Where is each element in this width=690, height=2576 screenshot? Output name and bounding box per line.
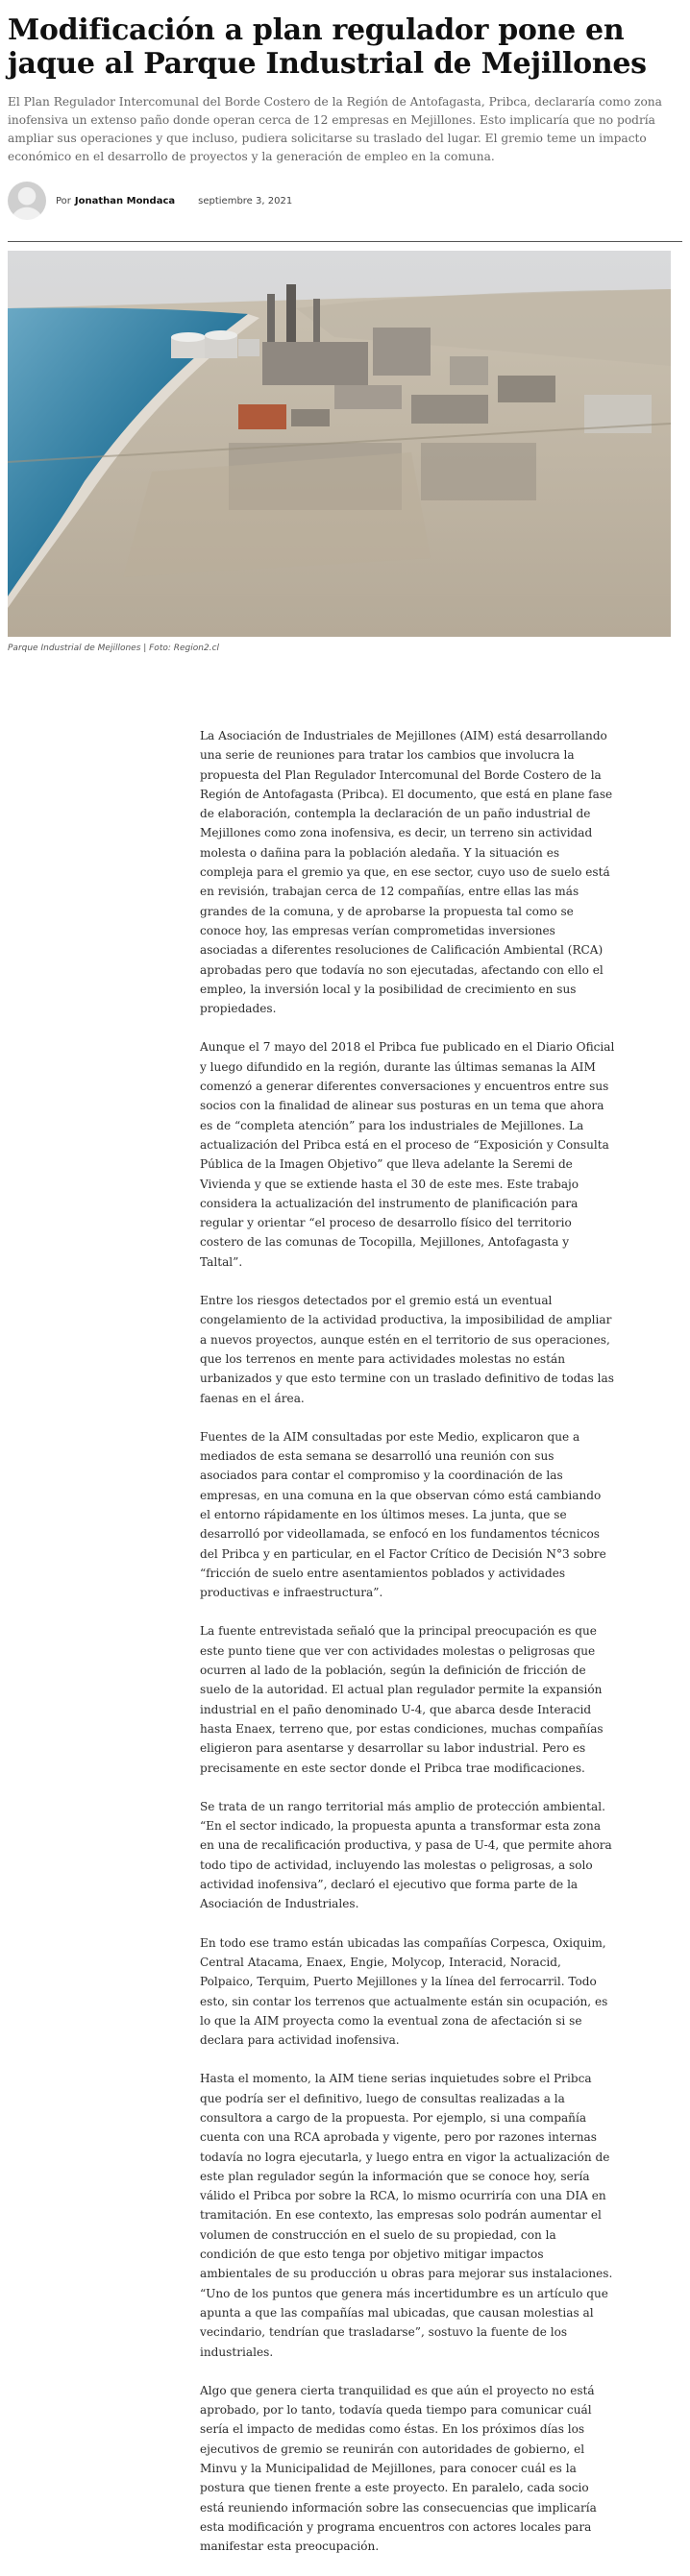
article-title: Modificación a plan regulador pone en jaque al Parque Industrial de Mejillones [8,13,647,81]
header-divider [8,241,682,242]
hero-image [8,251,671,637]
paragraph: Aunque el 7 mayo del 2018 el Pribca fue publicado en el Diario Oficial y luego difundido en la región, durante las últimas semanas la AIM comenzó a generar diferentes conversaciones y encuentros entre sus socios con la finalidad de alinear sus posturas en un tema que ahora es de “completa atención” para los industriales de Mejillones. La actualización del Pribca está en el proceso de “Exposición y Consulta Pública de la Imagen Objetivo” que lleva adelante la Seremi de Vivienda y que se extiende hasta el 30 de este mes. Este trabajo considera la actualización del instrumento de planificación para regular y orientar “el proceso de desarrollo físico del territorio costero de las comunas de Tocopilla, Mejillones, Antofagasta y Taltal”. [200,1040,615,1269]
paragraph: Fuentes de la AIM consultadas por este Medio, explicaron que a mediados de esta semana se desarrolló una reunión con sus asociados para contar el compromiso y la coordinación de las empresas, en una comuna en la que observan cómo está cambiando el entorno rápidamente en los últimos meses. La junta, que se desarrolló por videollamada, se enfocó en los fundamentos técnicos del Pribca y en particular, en el Factor Crítico de Decisión N°3 sobre “fricción de suelo entre asentamientos poblados y actividades productivas e infraestructura”. [200,1429,606,1600]
paragraph: La Asociación de Industriales de Mejillones (AIM) está desarrollando una serie de reuniones para tratar los cambios que involucra la propuesta del Plan Regulador Intercomunal del Borde Costero de la Región de Antofagasta (Pribca). El documento, que está en plane fase de elaboración, contempla la declaración de un paño industrial de Mejillones como zona inofensiva, es decir, un terreno sin actividad molesta o dañina para la población aledaña. Y la situación es compleja para el gremio ya que, en ese sector, cuyo uso de suelo está en revisión, trabajan cerca de 12 compañías, entre ellas las más grandes de la comuna, y de aprobarse la propuesta tal como se conoce hoy, las empresas verían comprometidas inversiones asociadas a diferentes resoluciones de Calificación Ambiental (RCA) aprobadas pero que todavía no son ejecutadas, afectando con ello el empleo, la inversión local y la posibilidad de crecimiento en sus propiedades. [200,729,613,1016]
paragraph: Hasta el momento, la AIM tiene serias inquietudes sobre el Pribca que podría ser el definitivo, luego de consultas realizadas a la consultora a cargo de la propuesta. Por ejemplo, si una compañía cuenta con una RCA aprobada y vigente, pero por razones internas todavía no logra ejecutarla, y luego entra en vigor la actualización de este plan regulador según la información que se conoce hoy, sería válido el Pribca por sobre la RCA, lo mismo ocurriría con una DIA en tramitación. En ese contexto, las empresas solo podrán aumentar el volumen de construcción en el suelo de su propiedad, con la condición de que esto tenga por objetivo mitigar impactos ambientales de su producción u obras para mejorar sus instalaciones. “Uno de los puntos que genera más incertidumbre es un artículo que apunta a que las compañías mal ubicadas, que causan molestias al vecindario, tendrían que trasladarse”, sostuvo la fuente de los industriales. [200,2072,613,2359]
byline-prefix: Por [56,195,71,207]
paragraph: En todo ese tramo están ubicadas las compañías Corpesca, Oxiquim, Central Atacama, Enaex, Engie, Molycop, Interacid, Noracid, Polpaico, Terquim, Puerto Mejillones y la línea del ferrocarril. Todo esto, sin contar los terrenos que actualmente están sin ocupación, es lo que la AIM proyecta como la eventual zona de afectación si se declara para actividad inofensiva. [200,1935,608,2048]
image-caption: Parque Industrial de Mejillones | Foto: Region2.cl [8,644,219,653]
article-body [200,726,615,2576]
publish-date: septiembre 3, 2021 [198,195,293,207]
paragraph: Algo que genera cierta tranquilidad es que aún el proyecto no está aprobado, por lo tanto, todavía queda tiempo para comunicar cuál sería el impacto de medidas como éstas. En los próximos días los ejecutivos de gremio se reunirán con autoridades de gobierno, el Minvu y la Municipalidad de Mejillones, para conocer cuál es la postura que tienen frente a este proyecto. En paralelo, cada socio está reuniendo información sobre las consecuencias que implicaría esta modificación y programa encuentros con actores locales para manifestar esta preocupación. [200,2383,597,2554]
article-header [0,13,690,653]
author-name[interactable]: Jonathan Mondaca [74,195,176,207]
byline [8,182,682,220]
paragraph: La fuente entrevistada señaló que la principal preocupación es que este punto tiene que ver con actividades molestas o peligrosas que ocurren al lado de la población, según la definición de fricción de suelo de la autoridad. El actual plan regulador permite la expansión industrial en el paño denominado U-4, que abarca desde Interacid hasta Enaex, terreno que, por estas condiciones, muchas compañías eligieron para asentarse y desarrollar su labor industrial. Pero es precisamente en este sector donde el Pribca trae modificaciones. [200,1624,604,1775]
paragraph: Se trata de un rango territorial más amplio de protección ambiental. “En el sector indicado, la propuesta apunta a transformar esta zona en una de recalificación productiva, y pasa de U-4, que permite ahora todo tipo de actividad, incluyendo las molestas o peligrosas, a solo actividad inofensiva”, declaró el ejecutivo que forma parte de la Asociación de Industriales. [200,1799,612,1911]
paragraph: Entre los riesgos detectados por el gremio está un eventual congelamiento de la actividad productiva, la imposibilidad de ampliar a nuevos proyectos, aunque estén en el territorio de sus operaciones, que los terrenos en mente para actividades molestas no están urbanizados y que esto termine con un traslado definitivo de todas las faenas en el área. [200,1294,614,1405]
avatar-placeholder-icon[interactable] [8,182,46,220]
article-lede: El Plan Regulador Intercomunal del Borde Costero de la Región de Antofagasta, Pribca, declararía como zona inofensiva un extenso paño donde operan cerca de 12 empresas en Mejillones. Esto implicaría que no podría ampliar sus operaciones y que incluso, pudiera solicitarse su traslado del lugar. El gremio teme un impacto económico en el desarrollo de proyectos y la generación de empleo en la comuna. [8,95,662,163]
